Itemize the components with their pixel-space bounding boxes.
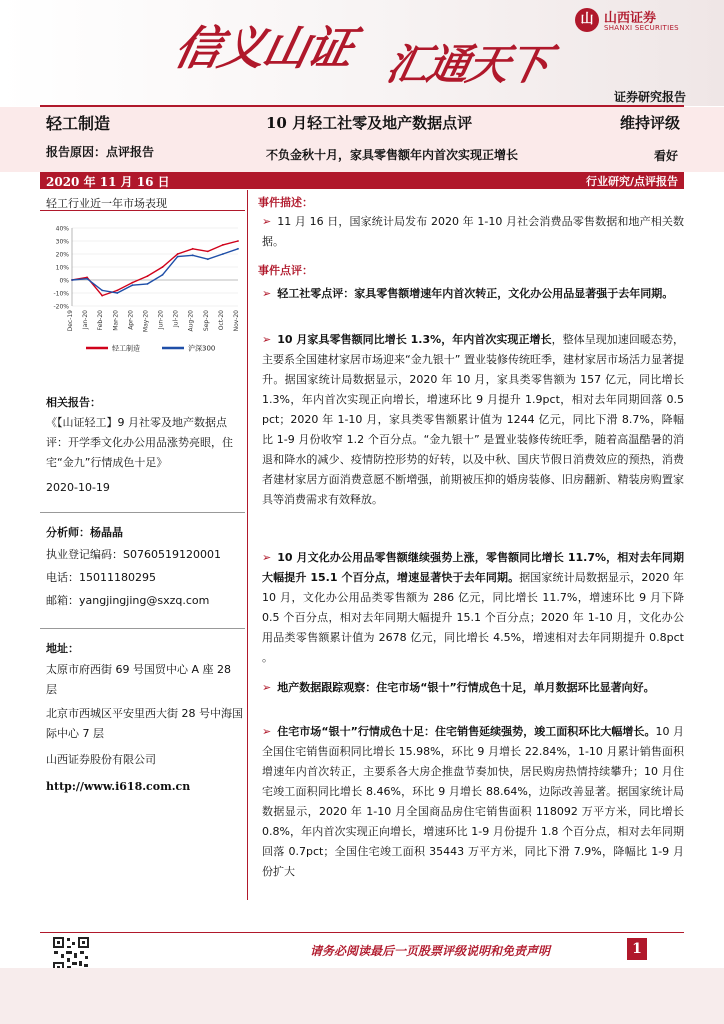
analyst-license: 执业登记编码：S0760519120001 xyxy=(46,548,221,561)
footer-divider xyxy=(40,932,684,933)
slogan-secondary: 汇通天下 xyxy=(382,40,553,89)
data-point xyxy=(86,278,88,280)
analyst-phone: 电话：15011180295 xyxy=(46,571,156,584)
analyst-name: 分析师：杨晶晶 xyxy=(46,526,123,539)
column-divider xyxy=(247,190,248,900)
data-point xyxy=(192,248,194,250)
arrow-bullet-icon: ➢ xyxy=(262,287,272,300)
left-divider xyxy=(40,628,245,629)
arrow-bullet-icon: ➢ xyxy=(262,681,272,694)
y-tick-label: -20% xyxy=(53,303,69,311)
y-tick-label: 30% xyxy=(55,238,69,246)
logo-name: 山西证券 xyxy=(604,11,657,26)
y-tick-label: 20% xyxy=(55,251,69,259)
x-tick-label: May-20 xyxy=(142,310,150,333)
data-point xyxy=(237,240,239,242)
company-logo xyxy=(575,6,695,40)
website-link[interactable]: http://www.i618.com.cn xyxy=(46,780,191,793)
event-paragraph xyxy=(262,212,684,252)
data-point xyxy=(207,258,209,260)
report-date: 2020 年 11 月 16 日 xyxy=(46,175,170,189)
report-title: 10 月轻工社零及地产数据点评 xyxy=(266,114,473,132)
disclaimer: 请务必阅读最后一页股票评级说明和免责声明 xyxy=(310,944,551,958)
analyst-email[interactable]: 邮箱：yangjingjing@sxzq.com xyxy=(46,594,210,607)
point-2-text: ，整体呈现加速回暖态势，主要系全国建材家居市场迎来“金九银十” 置业装修传统旺季，建材家居市场活力显著提升。据国家统计局数据显示，2020 年 10 月，家具类零售额为 157 亿元，同比增长 1.3%，年内首次实现正向增长，增速环比 9 月提升 1.9pct，相对去年同期回落 0.5 pct；2020 年 1-10 月，家具类零售额累计值为 1244 亿元，同比下滑 8.7%，降幅比 1-9 月份收窄 1.2 个百分点。“金九银十” 是置业装修传统旺季，随着高温酷暑的消退和降水的减少、疫情防控形势的好转，以及中秋、国庆节假日消费效应的预热，消费者建材家居方面消费意愿不断增强，前期被压抑的婚房装修、旧房翻新、精装房购置家具等消费需求有效释放。 xyxy=(262,333,684,506)
point-4-text: 地产数据跟踪观察：住宅市场“银十”行情成色十足，单月数据环比显著向好。 xyxy=(277,681,655,694)
x-tick-label: Oct-20 xyxy=(217,310,225,331)
address-beijing: 北京市西城区平安里西大街 28 号中海国际中心 7 层 xyxy=(46,707,243,740)
data-point xyxy=(177,253,179,255)
data-point xyxy=(207,251,209,253)
footer-band xyxy=(0,968,724,1024)
y-tick-label: 40% xyxy=(55,225,69,233)
point-2-lead: 10 月家具零售额同比增长 1.3%，年内首次实现正增长 xyxy=(277,333,552,346)
arrow-bullet-icon: ➢ xyxy=(262,551,272,564)
point-3-lead: 10 月文化办公用品零售额继续强势上涨，零售额同比增长 11.7%，相对去年同期大幅提升 15.1 个百分点，增速显著快于去年同期。 xyxy=(262,551,684,584)
x-tick-label: Jul-20 xyxy=(172,310,180,328)
arrow-bullet-icon: ➢ xyxy=(262,215,272,228)
x-tick-label: Mar-20 xyxy=(112,310,120,331)
point-4 xyxy=(262,678,684,698)
x-tick-label: Dec-19 xyxy=(67,310,74,332)
data-point xyxy=(222,244,224,246)
related-report-date: 2020-10-19 xyxy=(46,481,110,494)
data-point xyxy=(71,279,73,281)
y-tick-label: 10% xyxy=(55,264,69,272)
data-point xyxy=(177,256,179,258)
data-point xyxy=(131,282,133,284)
point-5-text: 10 月全国住宅销售面积同比增长 15.98%，环比 9 月增长 22.84%，1-10 月累计销售面积增速年内首次转正，主要系各大房企推盘节奏加快，居民购房热情持续攀升；10 月住宅竣工面积同比增长 8.46%，环比 9 月增长 88.64%，边际改善显著。据国家统计局数据显示，2020 年 1-10 月全国商品房住宅销售面积 118092 万平方米，同比增长 0.8%，年内首次实现正向增长，增速环比 1-9 月份提升 1.8 个百分点，相对去年同期回落 0.7pct；全国住宅竣工面积 35443 万平方米，同比下滑 7.9%，降幅比 1-9 月份扩大 xyxy=(262,725,684,878)
point-1 xyxy=(262,284,684,304)
related-reports-title: 相关报告： xyxy=(46,396,101,409)
arrow-bullet-icon: ➢ xyxy=(262,725,272,738)
data-point xyxy=(116,292,118,294)
legend-label: 沪深300 xyxy=(188,344,216,353)
slogan-primary: 信义山证 xyxy=(169,21,358,75)
logo-mark-icon: 山 xyxy=(575,8,599,32)
data-point xyxy=(131,284,133,286)
data-point xyxy=(162,274,164,276)
report-reason: 报告原因：点评报告 xyxy=(46,145,155,159)
x-tick-label: Aug-20 xyxy=(187,310,195,332)
performance-chart xyxy=(42,222,242,362)
event-text: 11 月 16 日，国家统计局发布 2020 年 1-10 月社会消费品零售数据和地产相关数据。 xyxy=(262,215,684,248)
point-3 xyxy=(262,548,684,668)
point-5 xyxy=(262,722,684,882)
left-divider xyxy=(40,210,245,211)
series-line xyxy=(72,241,238,296)
point-5-lead: 住宅市场“银十”行情成色十足：住宅销售延续强势，竣工面积环比大幅增长。 xyxy=(277,725,656,738)
x-tick-label: Jun-20 xyxy=(157,310,165,330)
rating-label: 维持评级 xyxy=(619,114,680,132)
data-point xyxy=(116,290,118,292)
data-point xyxy=(222,253,224,255)
date-bar xyxy=(40,172,684,189)
data-point xyxy=(147,275,149,277)
event-heading: 事件描述： xyxy=(258,196,313,209)
data-point xyxy=(192,254,194,256)
point-1-text: 轻工社零点评：家具零售额增速年内首次转正，文化办公用品显著强于去年同期。 xyxy=(277,287,674,300)
chart-title: 轻工行业近一年市场表现 xyxy=(46,197,167,210)
logo-name-en: SHANXI SECURITIES xyxy=(604,24,679,32)
x-tick-label: Nov-20 xyxy=(233,310,240,332)
left-divider xyxy=(40,512,245,513)
data-point xyxy=(237,248,239,250)
y-tick-label: -10% xyxy=(53,290,69,298)
point-2 xyxy=(262,330,684,510)
data-point xyxy=(162,266,164,268)
report-type-label: 证券研究报告 xyxy=(613,90,686,104)
x-tick-label: Feb-20 xyxy=(97,310,105,331)
data-point xyxy=(101,295,103,297)
data-point xyxy=(101,290,103,292)
header-banner xyxy=(0,0,724,106)
rating-value: 看好 xyxy=(653,149,678,163)
y-tick-label: 0% xyxy=(59,277,69,285)
report-category: 行业研究/点评报告 xyxy=(585,175,678,188)
sector-label: 轻工制造 xyxy=(46,114,111,133)
page-number: 1 xyxy=(627,938,647,960)
x-tick-label: Jan-20 xyxy=(82,310,90,330)
point-3-text: 据国家统计局数据显示，2020 年 10 月，文化办公用品类零售额为 286 亿元，同比增长 11.7%，增速环比 9 月下降 0.5 个百分点，相对去年同期大幅提升 15.1 个百分点；2020 年 1-10 月，文化办公用品类零售额累计值为 2678 亿元，同比增长 4.5%，增速相对去年同期提升 0.8pct 。 xyxy=(262,571,684,664)
address-title: 地址： xyxy=(46,642,79,655)
arrow-bullet-icon: ➢ xyxy=(262,333,272,346)
address-taiyuan: 太原市府西街 69 号国贸中心 A 座 28 层 xyxy=(46,663,232,696)
comment-heading: 事件点评： xyxy=(258,264,313,277)
related-report-link[interactable]: 《【山证轻工】9 月社零及地产数据点评：开学季文化办公用品涨势亮眼，住宅“金九”行情成色十足》 xyxy=(46,416,233,469)
report-subtitle: 不负金秋十月，家具零售额年内首次实现正增长 xyxy=(266,148,519,162)
legend-label: 轻工制造 xyxy=(112,344,140,353)
data-point xyxy=(147,283,149,285)
company-name: 山西证券股份有限公司 xyxy=(46,753,156,766)
x-tick-label: Apr-20 xyxy=(127,310,135,330)
x-tick-label: Sep-20 xyxy=(202,310,210,332)
